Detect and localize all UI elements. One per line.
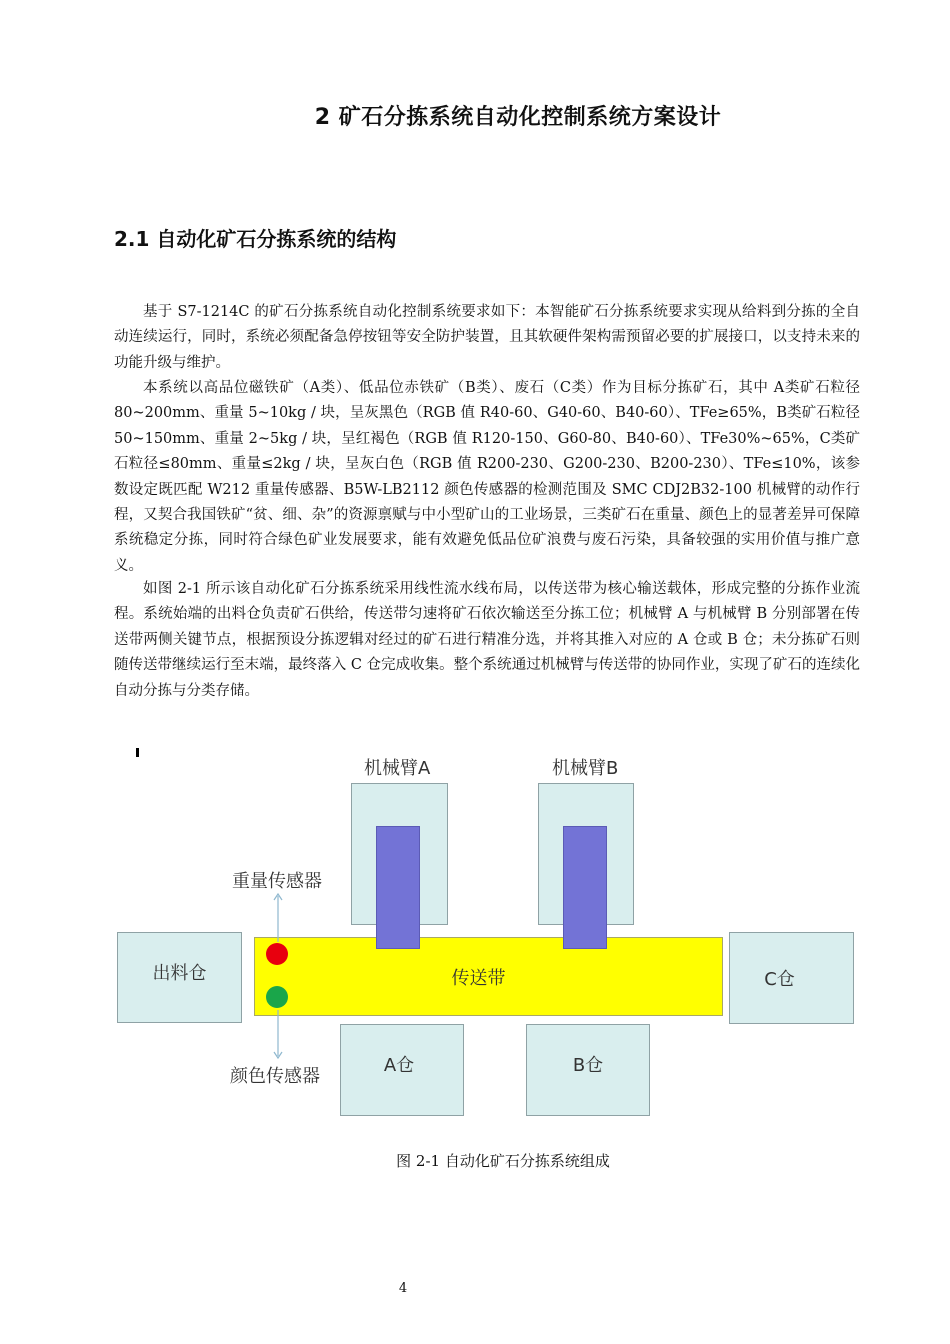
body-paragraph-3: [114, 577, 860, 704]
hopper-label: 出料仓: [152, 962, 207, 984]
belt-label: 传送带: [451, 967, 506, 989]
bin-c: [729, 932, 854, 1024]
paragraph-text: 基于 S7-1214C 的矿石分拣系统自动化控制系统要求如下：本智能矿石分拣系统要求实现从给料到分拣的全自动连续运行，同时，系统必须配备急停按钮等安全防护装置，且其软硬件架构需预留必要的扩展接口，以支持未来的功能升级与维护。: [114, 304, 860, 371]
section-heading: 2.1 自动化矿石分拣系统的结构: [114, 227, 397, 251]
weight-sensor-dot: [266, 943, 288, 965]
arm-b: [563, 826, 607, 949]
arm-b-label: 机械臂B: [552, 758, 619, 779]
paragraph-text: 如图 2-1 所示该自动化矿石分拣系统采用线性流水线布局，以传送带为核心输送载体，形成完整的分拣作业流程。系统始端的出料仓负责矿石供给，传送带匀速将矿石依次输送至分拣工位；机械臂 A 与机械臂 B 分别部署在传送带两侧关键节点，根据预设分拣逻辑对经过的矿石进行精准分选，并将其推入对应的 A 仓或 B 仓；未分拣矿石则随传送带继续运行至末端，最终落入 C 仓完成收集。整个系统通过机械臂与传送带的协同作业，实现了矿石的连续化自动分拣与分类存储。: [114, 581, 860, 699]
stray-mark: [136, 748, 139, 757]
page-number: 4: [398, 1281, 408, 1296]
paragraph-text: 本系统以高品位磁铁矿（A类）、低品位赤铁矿（B类）、废石（C类）作为目标分拣矿石，其中 A类矿石粒径 80~200mm、重量 5~10kg / 块，呈灰黑色（RGB 值 R40-60、G40-60、B40-60）、TFe≥65%，B类矿石粒径 50~150mm、重量 2~5kg / 块，呈红褐色（RGB 值 R120-150、G60-80、B40-60）、TFe30%~65%，C类矿石粒径≤80mm、重量≤2kg / 块，呈灰白色（RGB 值 R200-230、G200-230、B200-230）、TFe≤10%，该参数设定既匹配 W212 重量传感器、B5W-LB2112 颜色传感器的检测范围及 SMC CDJ2B32-100 机械臂的动作行程，又契合我国铁矿“贫、细、杂”的资源禀赋与中小型矿山的工业场景，三类矿石在重量、颜色上的显著差异可保障系统稳定分拣，同时符合绿色矿业发展要求，能有效避免低品位矿浪费与废石污染，具备较强的实用价值与推广意义。: [114, 380, 860, 574]
bin-a: [340, 1024, 464, 1116]
color-sensor-label: 颜色传感器: [230, 1066, 320, 1087]
bin-b-label: B仓: [572, 1055, 604, 1076]
arm-a: [376, 826, 420, 949]
sensor-arrows: [268, 890, 288, 1065]
conveyor-belt: [254, 937, 723, 1016]
bin-a-label: A仓: [383, 1055, 415, 1076]
figure-caption: 图 2-1 自动化矿石分拣系统组成: [396, 1152, 610, 1170]
weight-sensor-label: 重量传感器: [232, 871, 322, 892]
chapter-title: 2 矿石分拣系统自动化控制系统方案设计: [314, 105, 722, 130]
hopper: [117, 932, 242, 1023]
body-paragraph-2: [114, 376, 860, 579]
bin-b: [526, 1024, 650, 1116]
body-paragraph-1: [114, 300, 860, 376]
color-sensor-dot: [266, 986, 288, 1008]
arm-a-label: 机械臂A: [364, 758, 431, 779]
bin-c-label: C仓: [764, 969, 795, 990]
